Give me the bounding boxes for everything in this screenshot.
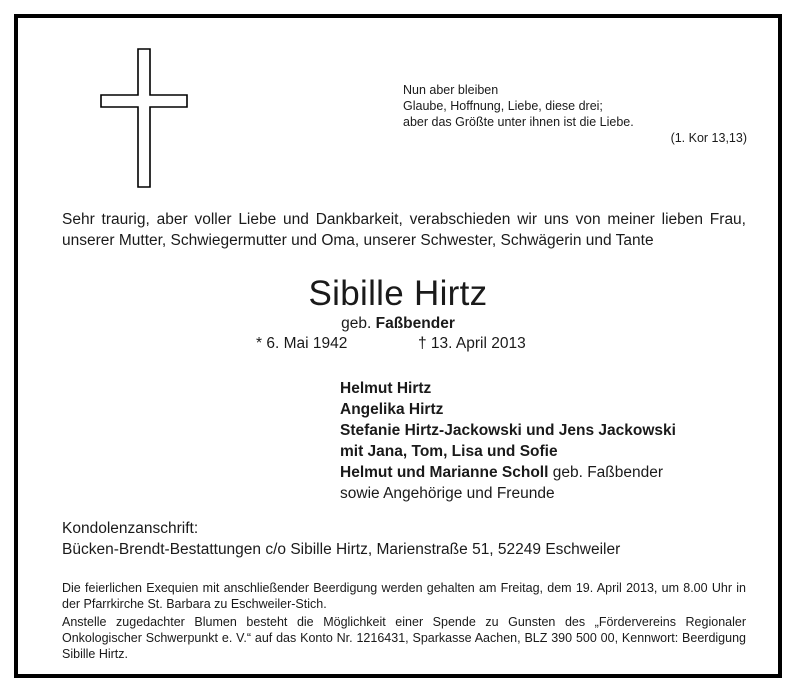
mourner: Angelika Hirtz — [340, 401, 444, 418]
condolence-address — [62, 518, 762, 560]
mourner-maiden-note: geb. Faßbender — [552, 464, 664, 481]
mourner-others: sowie Angehörige und Freunde — [340, 485, 555, 502]
mourner: Helmut Hirtz — [340, 380, 432, 397]
mourner: mit Jana, Tom, Lisa und Sofie — [340, 443, 558, 460]
funeral-details: Die feierlichen Exequien mit anschließender Beerdigung werden gehalten am Freitag, dem 19. April 2013, um 8.00 Uhr in der Pfarrkirche St. Barbara zu Eschweiler-Stich. — [62, 581, 746, 611]
birth-date: * 6. Mai 1942 — [256, 335, 348, 352]
verse-reference: (1. Kor 13,13) — [670, 131, 747, 145]
bible-verse — [403, 82, 747, 146]
obituary-card — [14, 14, 782, 678]
mourners-list — [340, 378, 760, 504]
maiden-prefix: geb. — [341, 315, 372, 332]
condolence-address-text: Bücken-Brendt-Bestattungen c/o Sibille Hirtz, Marienstraße 51, 52249 Eschweiler — [62, 541, 621, 558]
intro-text: Sehr traurig, aber voller Liebe und Dankbarkeit, verabschieden wir uns von meiner lieben Frau, unserer Mutter, Schwiegermutter und Oma, unserer Schwester, Schwägerin und Tante — [62, 211, 746, 249]
cross-icon — [100, 48, 188, 188]
death-date: † 13. April 2013 — [418, 335, 526, 352]
donation-details: Anstelle zugedachter Blumen besteht die Möglichkeit einer Spende zu Gunsten des „Fördervereins Regionaler Onkologischer Schwerpunkt e. V.“ auf das Konto Nr. 1216431, Sparkasse Aachen, BLZ 390 500 00, Kennwort: Beerdigung Sibille Hirtz. — [62, 615, 746, 661]
verse-line: aber das Größte unter ihnen ist die Liebe. — [403, 115, 634, 129]
mourner — [340, 462, 760, 483]
maiden-name-line — [18, 314, 778, 334]
maiden-name: Faßbender — [375, 315, 455, 332]
verse-line: Nun aber bleiben — [403, 83, 499, 97]
condolence-label: Kondolenzanschrift: — [62, 520, 199, 537]
funeral-notice — [62, 580, 746, 664]
verse-line: Glaube, Hoffnung, Liebe, diese drei; — [403, 99, 603, 113]
mourner-names: Helmut und Marianne Scholl — [340, 464, 549, 481]
deceased-name: Sibille Hirtz — [308, 274, 488, 313]
mourner: Stefanie Hirtz-Jackowski und Jens Jackowski — [340, 422, 676, 439]
